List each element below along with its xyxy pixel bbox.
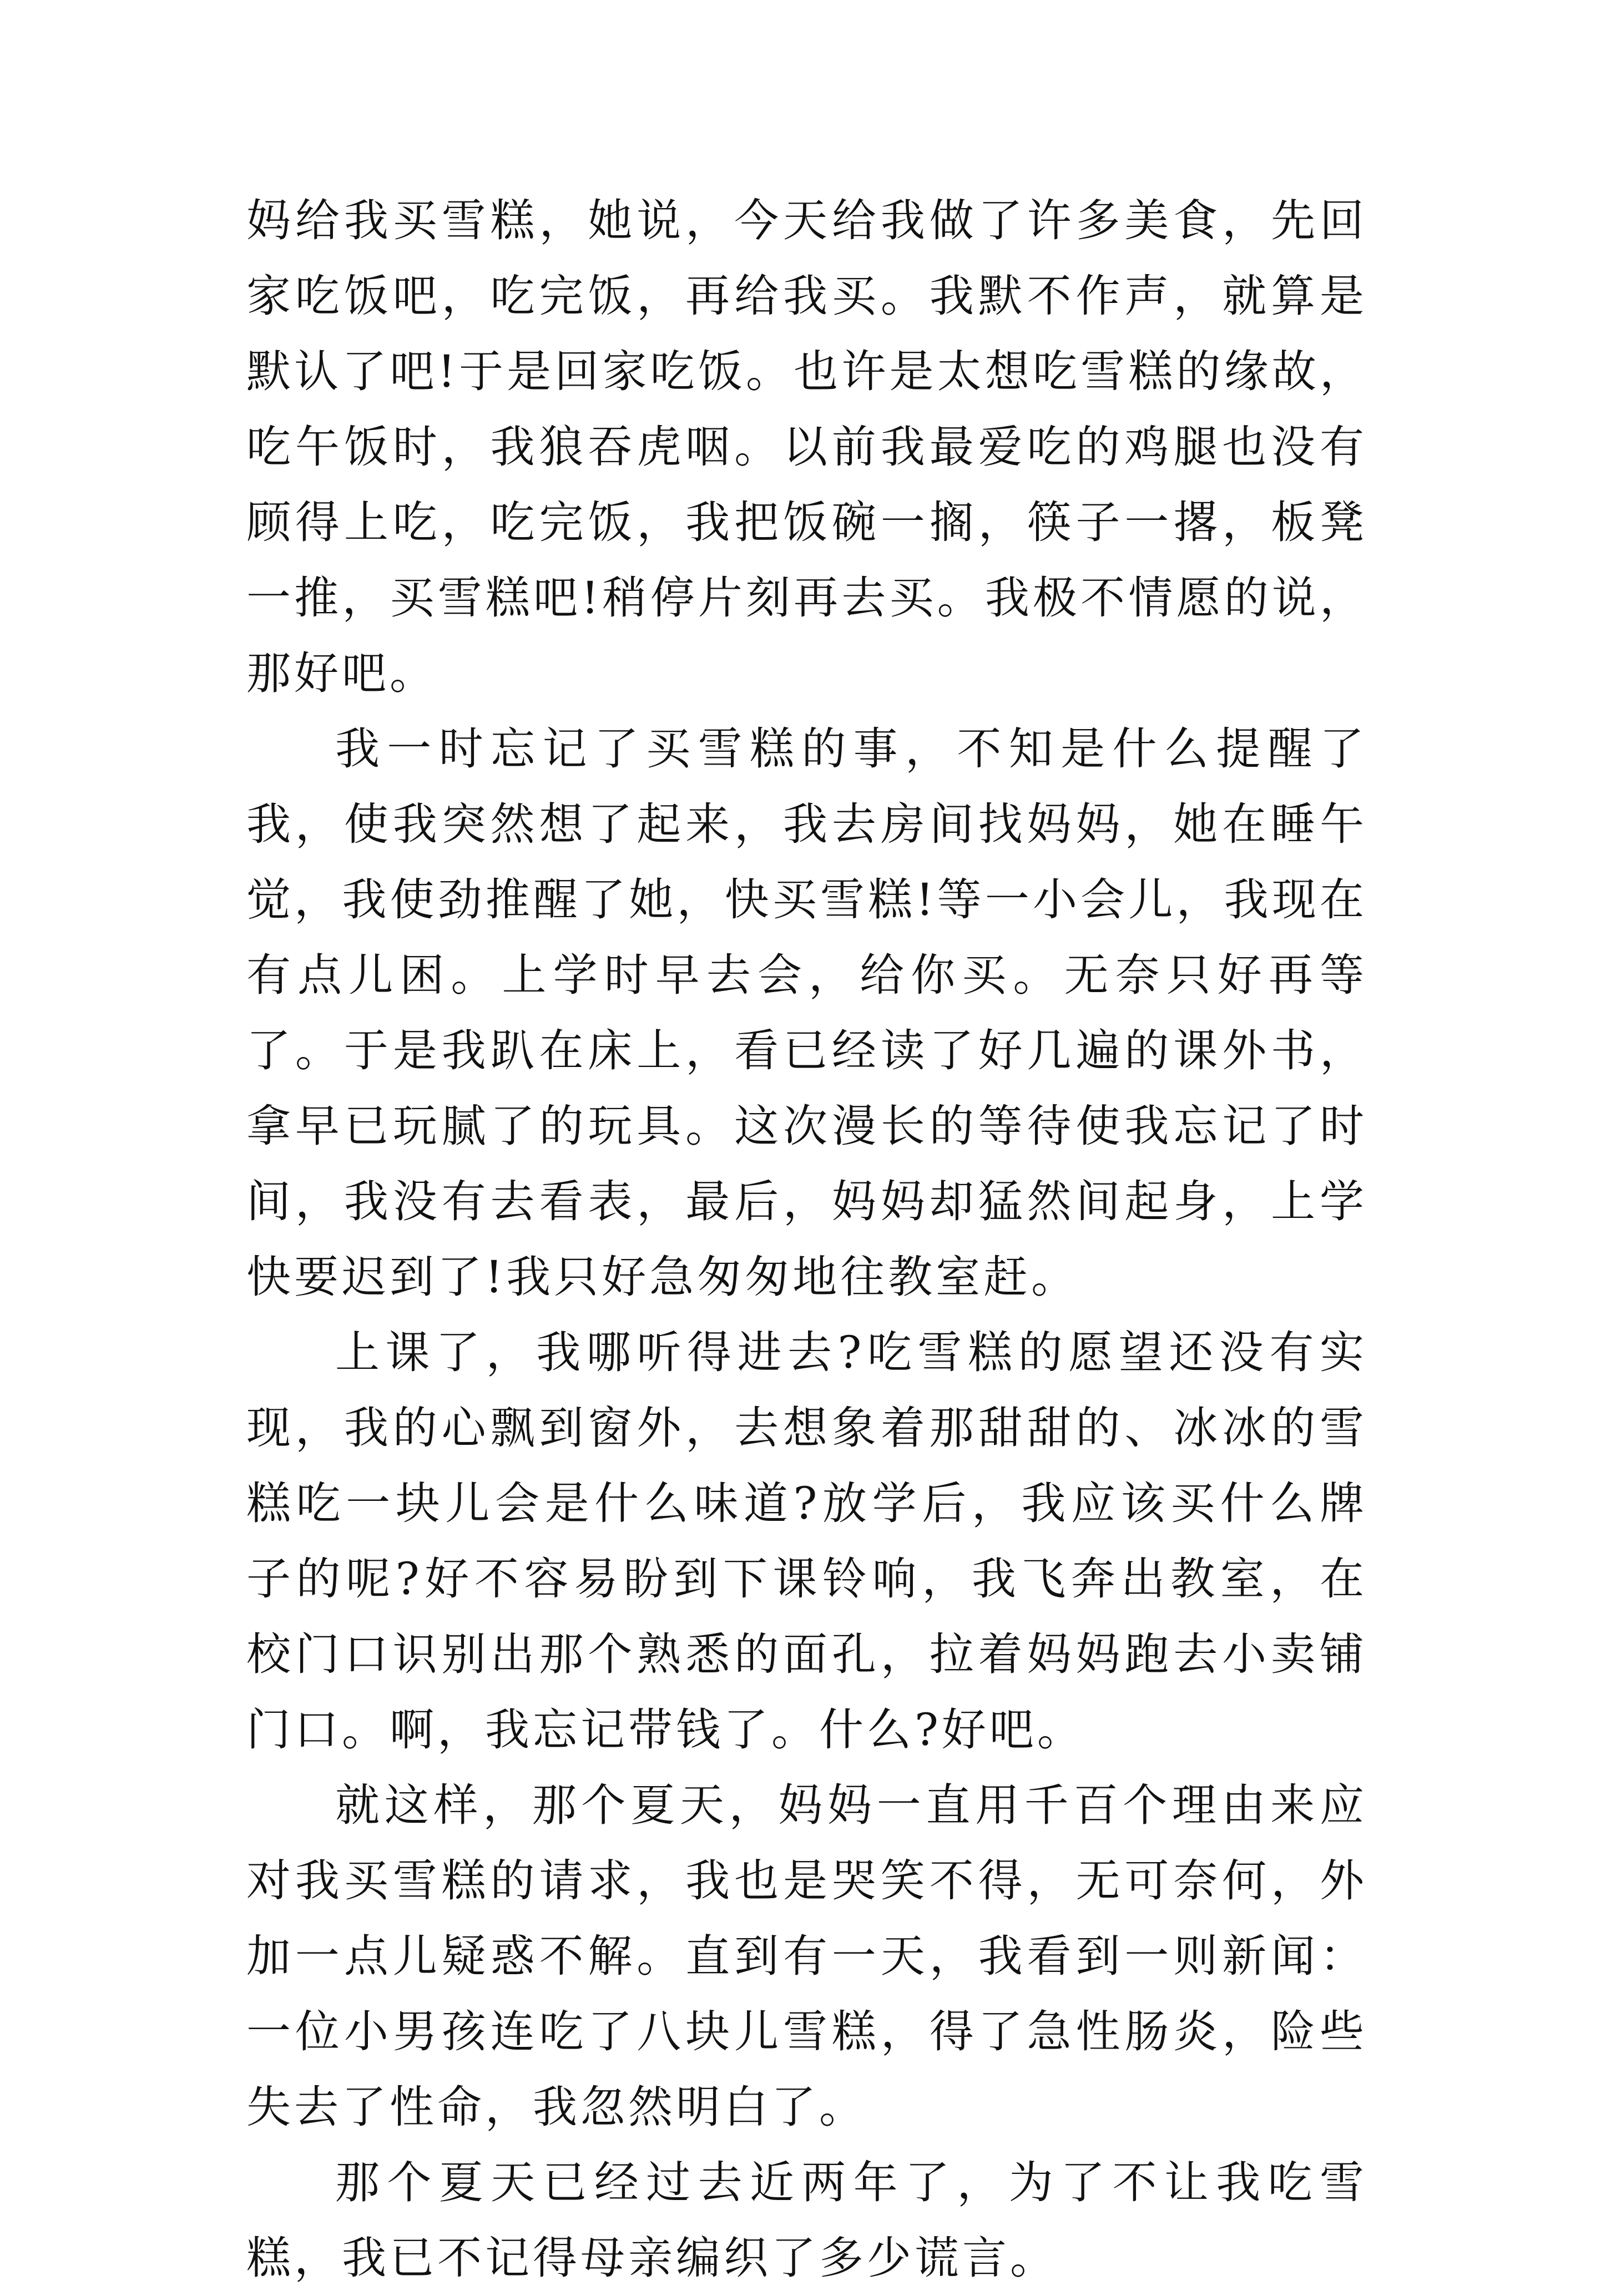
paragraph-5: 那个夏天已经过去近两年了，为了不让我吃雪糕，我已不记得母亲编织了多少谎言。 [246,2157,1367,2284]
paragraph-3: 上课了，我哪听得进去?吃雪糕的愿望还没有实现，我的心飘到窗外，去想象着那甜甜的、冰冰的雪糕吃一块儿会是什么味道?放学后，我应该买什么牌子的呢?好不容易盼到下课铃响，我飞奔出教室，在校门口识别出那个熟悉的面孔，拉着妈妈跑去小卖铺门口。啊，我忘记带钱了。什么?好吧。 [246,1327,1367,1756]
paragraph-1: 妈给我买雪糕，她说，今天给我做了许多美食，先回家吃饭吧，吃完饭，再给我买。我默不作声，就算是默认了吧!于是回家吃饭。也许是太想吃雪糕的缘故，吃午饭时，我狼吞虎咽。以前我最爱吃的鸡腿也没有顾得上吃，吃完饭，我把饭碗一搁，筷子一撂，板凳一推，买雪糕吧!稍停片刻再去买。我极不情愿的说，那好吧。 [246,195,1367,699]
paragraph-4: 就这样，那个夏天，妈妈一直用千百个理由来应对我买雪糕的请求，我也是哭笑不得，无可奈何，外加一点儿疑惑不解。直到有一天，我看到一则新闻：一位小男孩连吃了八块儿雪糕，得了急性肠炎，险些失去了性命，我忽然明白了。 [246,1779,1367,2133]
document-body [246,183,1367,2296]
paragraph-2: 我一时忘记了买雪糕的事，不知是什么提醒了我，使我突然想了起来，我去房间找妈妈，她在睡午觉，我使劲推醒了她，快买雪糕!等一小会儿，我现在有点儿困。上学时早去会，给你买。无奈只好再等了。于是我趴在床上，看已经读了好几遍的课外书，拿早已玩腻了的玩具。这次漫长的等待使我忘记了时间，我没有去看表，最后，妈妈却猛然间起身，上学快要迟到了!我只好急匆匆地往教室赶。 [246,723,1367,1303]
